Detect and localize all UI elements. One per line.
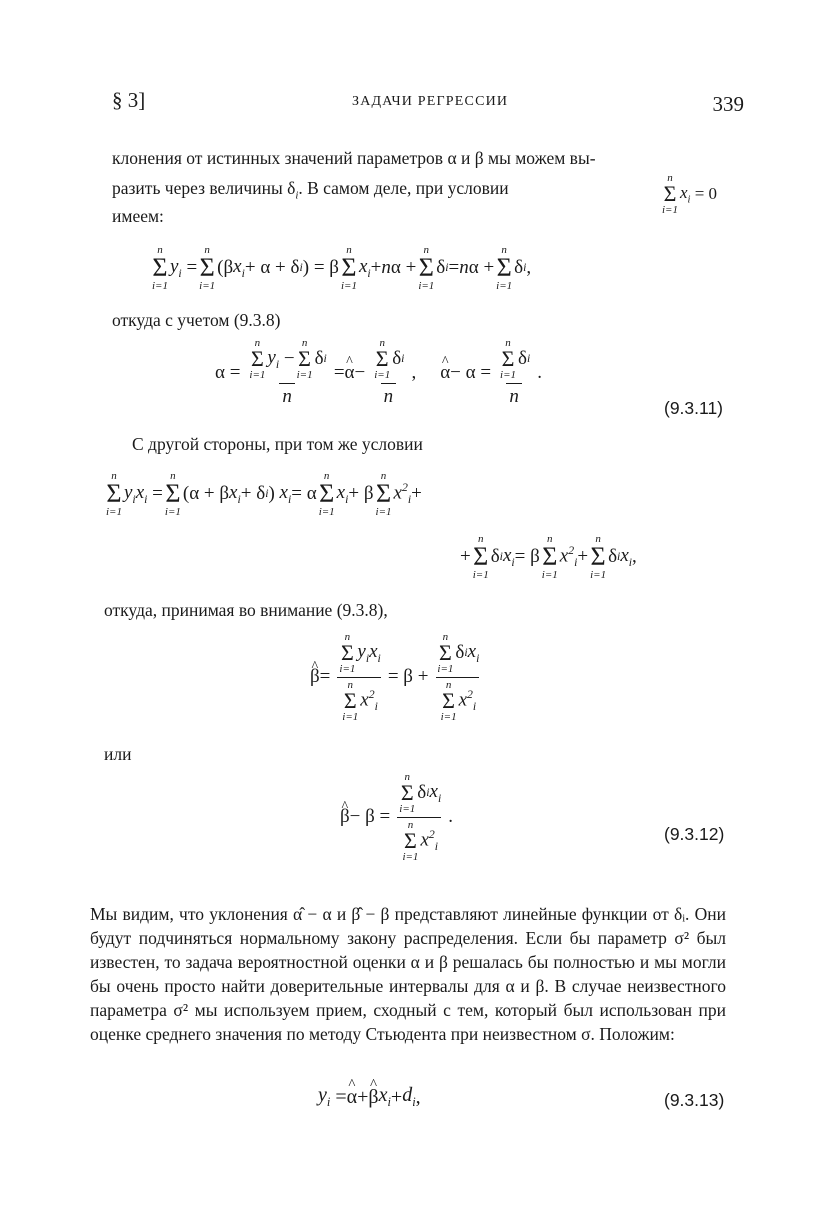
equation-alpha: α = n Σ i=1 $y_i$ − n Σ i=1 δ i n = ^ α − n Σ i=1 δ i n , ^ α − α = n Σ i=1 δ i n . (215, 338, 542, 408)
section-marker: § 3] (112, 88, 146, 112)
equation-sum-y: n Σ i=1 $y_i$ = n Σ i=1 (β $x_i$ + α + δ i ) = β n Σ i=1 $x_i$ + n α + n Σ i=1 δ i = n α + n Σ i=1 δ i , (152, 244, 532, 292)
page-number: 339 (712, 92, 744, 116)
equation-sum-yx-cont: + n Σ i=1 δ i $x_i$ = β n Σ i=1 $x^2_i$ + n Σ i=1 δ i $x_i$ , (460, 533, 637, 581)
paragraph-line: имеем: (112, 206, 164, 226)
paragraph-line: откуда с учетом (9.3.8) (112, 310, 281, 330)
equation-model: $y_i$ = ^ α + ^ β $x_i$ + $d_i$ , (318, 1084, 421, 1110)
main-paragraph: Мы видим, что уклонения α̂ − α и β̂ − β представляют линейные функции от δᵢ. Они будут подчиняться нормальному закону распределения. Если бы параметр σ² был известен, то задача вероятностной оценки α и β решалась бы полностью и мы могли бы очень просто найти доверительные интервалы для α и β. В случае неизвестного параметра σ² мы используем прием, сходный с тем, который был использован при оценке среднего значения по методу Стьюдента при неизвестном σ. Положим: (90, 904, 726, 1044)
running-title: ЗАДАЧИ РЕГРЕССИИ (352, 94, 509, 109)
paragraph-line: или (104, 744, 132, 764)
equation-number: (9.3.12) (664, 824, 725, 844)
paragraph-line: клонения от истинных значений параметров α и β мы можем вы- (112, 148, 596, 168)
equation-beta-deviation: ^ β − β = n Σ i=1 δ i $x_i$ n Σ i=1 $x^2_i$ . (340, 772, 453, 863)
paragraph-line: разить через величины $\delta_i$. В самом деле, при условии (112, 178, 509, 202)
equation-beta-hat: ^ β = n Σ i=1 $y_ix_i$ n Σ i=1 $x^2_i$ = β + n Σ i=1 δ i $x_i$ n Σ i=1 $x^2_i$ (310, 632, 486, 723)
inline-condition: n Σ i=1 $x_i$ = 0 (662, 172, 718, 216)
equation-number: (9.3.11) (664, 398, 724, 418)
paragraph-line: откуда, принимая во внимание (9.3.8), (104, 600, 388, 620)
running-header (112, 88, 744, 122)
equation-sum-yx: n Σ i=1 $y_ix_i$ = n Σ i=1 (α + β $x_i$ + δ i ) $x_i$ = α n Σ i=1 $x_i$ + β n Σ i=1 $x^2_i$ + (106, 470, 422, 518)
equation-number: (9.3.13) (664, 1090, 725, 1110)
paragraph-line: С другой стороны, при том же условии (132, 434, 423, 454)
